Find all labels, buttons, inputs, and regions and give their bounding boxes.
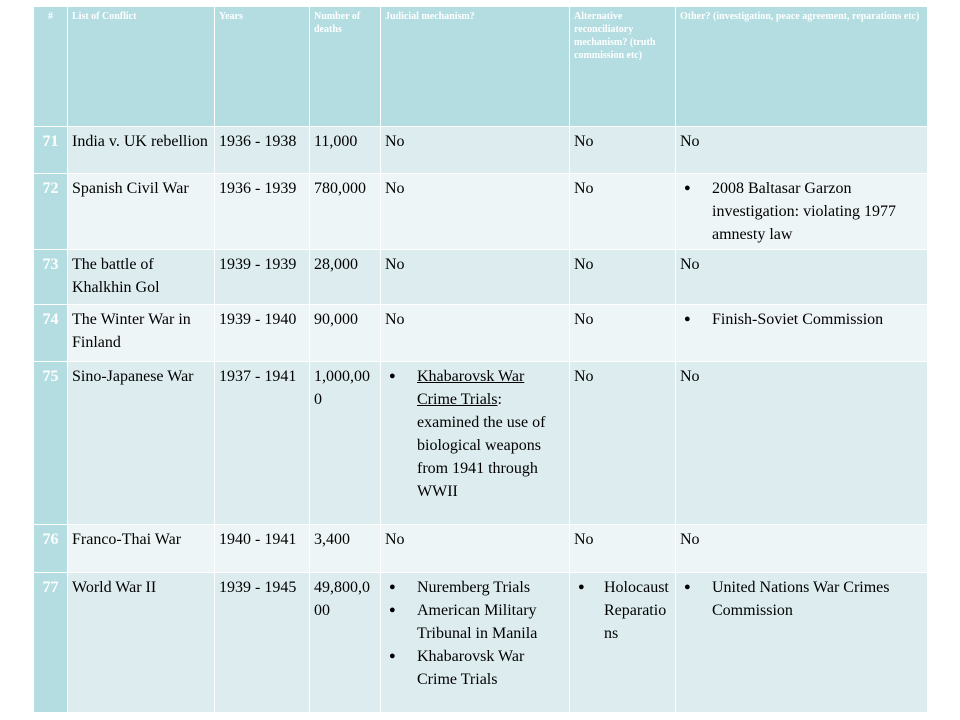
row-number: 72 bbox=[34, 174, 68, 250]
deaths-cell: 1,000,000 bbox=[310, 362, 381, 525]
years-cell: 1940 - 1941 bbox=[215, 525, 310, 573]
alternative-cell: No bbox=[570, 250, 676, 305]
alternative-cell: No bbox=[570, 362, 676, 525]
table-row bbox=[34, 305, 928, 362]
other-cell bbox=[676, 174, 928, 250]
table-row bbox=[34, 525, 928, 573]
conflicts-table bbox=[33, 6, 928, 713]
other-cell bbox=[676, 305, 928, 362]
khabarovsk-link[interactable]: Khabarovsk War Crime Trials bbox=[417, 368, 525, 408]
bullet-list bbox=[680, 576, 923, 622]
table-row bbox=[34, 573, 928, 713]
row-number: 76 bbox=[34, 525, 68, 573]
deaths-cell: 90,000 bbox=[310, 305, 381, 362]
years-cell: 1939 - 1939 bbox=[215, 250, 310, 305]
judicial-cell: No bbox=[381, 174, 570, 250]
header-other: Other? (investigation, peace agreement, reparations etc) bbox=[676, 7, 928, 127]
alternative-cell: No bbox=[570, 525, 676, 573]
years-cell: 1936 - 1939 bbox=[215, 174, 310, 250]
list-item: ● Khabarovsk War Crime Trials bbox=[385, 645, 565, 691]
list-item: ● American Military Tribunal in Manila bbox=[385, 599, 565, 645]
list-item: ● 2008 Baltasar Garzon investigation: violating 1977 amnesty law bbox=[680, 177, 923, 246]
bullet-list bbox=[680, 177, 923, 246]
judicial-cell bbox=[381, 362, 570, 525]
row-number: 73 bbox=[34, 250, 68, 305]
conflict-cell: India v. UK rebellion bbox=[68, 127, 215, 174]
list-item: ● United Nations War Crimes Commission bbox=[680, 576, 923, 622]
judicial-cell: No bbox=[381, 127, 570, 174]
other-cell: No bbox=[676, 250, 928, 305]
other-cell: No bbox=[676, 127, 928, 174]
header-number: # bbox=[34, 7, 68, 127]
other-cell: No bbox=[676, 525, 928, 573]
table-row bbox=[34, 362, 928, 525]
header-row bbox=[34, 7, 928, 127]
alternative-cell: No bbox=[570, 127, 676, 174]
judicial-cell: No bbox=[381, 525, 570, 573]
years-cell: 1937 - 1941 bbox=[215, 362, 310, 525]
deaths-cell: 3,400 bbox=[310, 525, 381, 573]
list-item: ● Nuremberg Trials bbox=[385, 576, 565, 599]
table-row bbox=[34, 250, 928, 305]
bullet-list bbox=[385, 576, 565, 691]
judicial-cell: No bbox=[381, 250, 570, 305]
conflict-cell: Sino-Japanese War bbox=[68, 362, 215, 525]
table-row bbox=[34, 174, 928, 250]
alternative-cell: No bbox=[570, 174, 676, 250]
conflict-cell: The Winter War in Finland bbox=[68, 305, 215, 362]
conflict-cell: The battle of Khalkhin Gol bbox=[68, 250, 215, 305]
header-deaths: Number of deaths bbox=[310, 7, 381, 127]
judicial-cell bbox=[381, 573, 570, 713]
table-row bbox=[34, 127, 928, 174]
row-number: 75 bbox=[34, 362, 68, 525]
judicial-cell: No bbox=[381, 305, 570, 362]
bullet-list bbox=[680, 308, 923, 331]
list-item bbox=[385, 365, 565, 503]
header-conflict: List of Conflict bbox=[68, 7, 215, 127]
header-judicial: Judicial mechanism? bbox=[381, 7, 570, 127]
row-number: 71 bbox=[34, 127, 68, 174]
deaths-cell: 49,800,000 bbox=[310, 573, 381, 713]
conflict-cell: Spanish Civil War bbox=[68, 174, 215, 250]
alternative-cell: No bbox=[570, 305, 676, 362]
bullet-list bbox=[574, 576, 671, 645]
other-cell bbox=[676, 573, 928, 713]
list-item: ● Holocaust Reparations bbox=[574, 576, 671, 645]
list-item: ● Finish-Soviet Commission bbox=[680, 308, 923, 331]
years-cell: 1936 - 1938 bbox=[215, 127, 310, 174]
header-years: Years bbox=[215, 7, 310, 127]
header-alternative: Alternative reconciliatory mechanism? (truth commission etc) bbox=[570, 7, 676, 127]
deaths-cell: 11,000 bbox=[310, 127, 381, 174]
bullet-list bbox=[385, 365, 565, 503]
years-cell: 1939 - 1940 bbox=[215, 305, 310, 362]
other-cell: No bbox=[676, 362, 928, 525]
row-number: 77 bbox=[34, 573, 68, 713]
list-item-text: : examined the use of biological weapons from 1941 through WWII bbox=[417, 391, 546, 500]
conflict-cell: Franco-Thai War bbox=[68, 525, 215, 573]
alternative-cell bbox=[570, 573, 676, 713]
years-cell: 1939 - 1945 bbox=[215, 573, 310, 713]
conflict-cell: World War II bbox=[68, 573, 215, 713]
deaths-cell: 28,000 bbox=[310, 250, 381, 305]
row-number: 74 bbox=[34, 305, 68, 362]
deaths-cell: 780,000 bbox=[310, 174, 381, 250]
